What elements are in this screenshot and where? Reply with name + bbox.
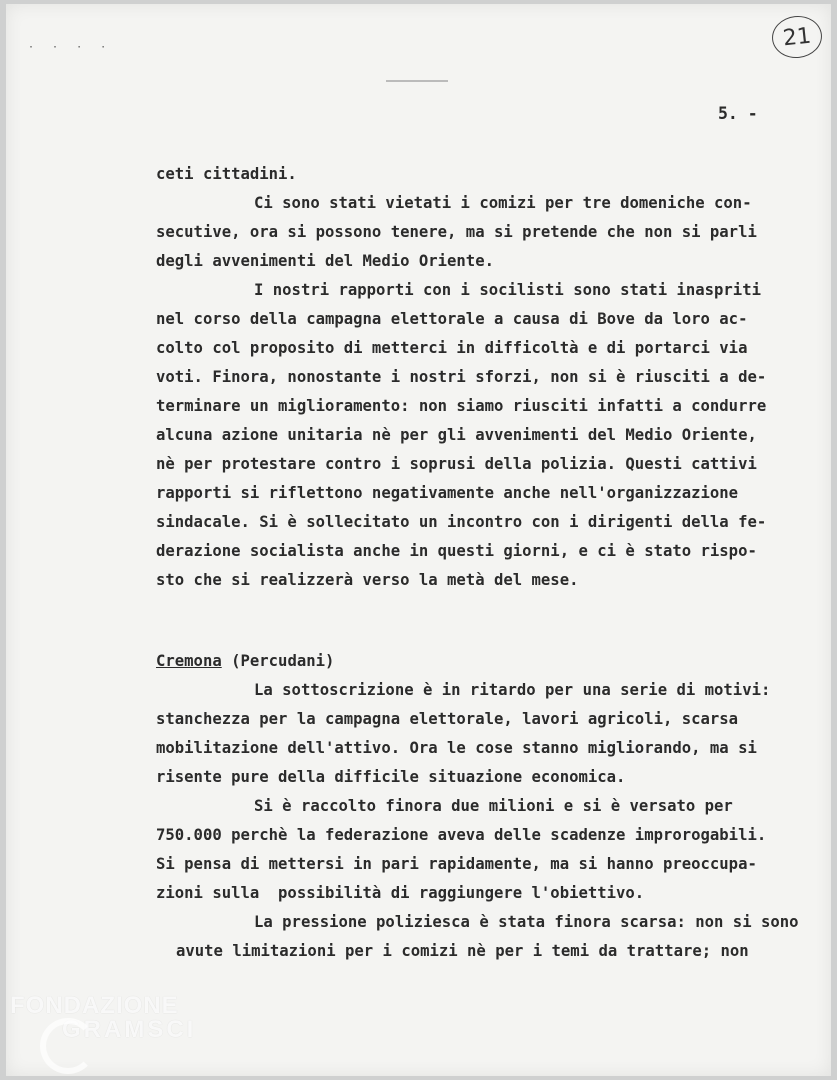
section-gap xyxy=(156,595,816,647)
text-line: degli avvenimenti del Medio Oriente. xyxy=(156,252,494,270)
text-line: Si è raccolto finora due milioni e si è versato per xyxy=(254,797,733,815)
typed-text xyxy=(156,160,816,966)
text-line: colto col proposito di metterci in difficoltà e di portarci via xyxy=(156,339,748,357)
document-page xyxy=(6,4,831,1076)
text-line: zioni sulla possibilità di raggiungere l'obiettivo. xyxy=(156,884,645,902)
margin-marks: · · · · xyxy=(28,42,113,53)
text-line: voti. Finora, nonostante i nostri sforzi, non si è riusciti a de- xyxy=(156,368,767,386)
text-line: avute limitazioni per i comizi nè per i temi da trattare; non xyxy=(176,942,749,960)
section-heading xyxy=(156,647,816,676)
text-line: La sottoscrizione è in ritardo per una serie di motivi: xyxy=(254,681,771,699)
watermark-line1: FONDAZIONE xyxy=(10,992,179,1019)
text-line: mobilitazione dell'attivo. Ora le cose stanno migliorando, ma si xyxy=(156,739,757,757)
g-logo-icon xyxy=(40,1018,96,1074)
text-line: terminare un miglioramento: non siamo riusciti infatti a condurre xyxy=(156,397,767,415)
text-line: ceti cittadini. xyxy=(156,165,297,183)
text-line: I nostri rapporti con i socilisti sono stati inaspriti xyxy=(254,281,761,299)
text-line: stanchezza per la campagna elettorale, lavori agricoli, scarsa xyxy=(156,710,739,728)
text-line: rapporti si riflettono negativamente anche nell'organizzazione xyxy=(156,484,739,502)
text-line: derazione socialista anche in questi giorni, e ci è stato rispo- xyxy=(156,542,757,560)
text-line: secutive, ora si possono tenere, ma si pretende che non si parli xyxy=(156,223,757,241)
watermark-line2: GRAMSCI xyxy=(62,1016,197,1043)
text-line: nel corso della campagna elettorale a causa di Bove da loro ac- xyxy=(156,310,748,328)
section-person: (Percudani) xyxy=(231,652,335,670)
page-number: 5. - xyxy=(718,104,758,123)
text-line: nè per protestare contro i soprusi della polizia. Questi cattivi xyxy=(156,455,757,473)
text-line: Ci sono stati vietati i comizi per tre domeniche con- xyxy=(254,194,752,212)
header-rule xyxy=(386,80,448,82)
text-line: risente pure della difficile situazione economica. xyxy=(156,768,626,786)
text-line: La pressione poliziesca è stata finora scarsa: non si sono xyxy=(254,913,799,931)
fondazione-gramsci-watermark xyxy=(10,994,196,1042)
text-line: sindacale. Si è sollecitato un incontro con i dirigenti della fe- xyxy=(156,513,767,531)
text-line: Si pensa di mettersi in pari rapidamente, ma si hanno preoccupa- xyxy=(156,855,757,873)
text-line: 750.000 perchè la federazione aveva delle scadenze improrogabili. xyxy=(156,826,767,844)
text-line: sto che si realizzerà verso la metà del mese. xyxy=(156,571,579,589)
text-line: alcuna azione unitaria nè per gli avvenimenti del Medio Oriente, xyxy=(156,426,757,444)
section-place: Cremona xyxy=(156,652,222,670)
folio-number: 21 xyxy=(770,14,824,61)
